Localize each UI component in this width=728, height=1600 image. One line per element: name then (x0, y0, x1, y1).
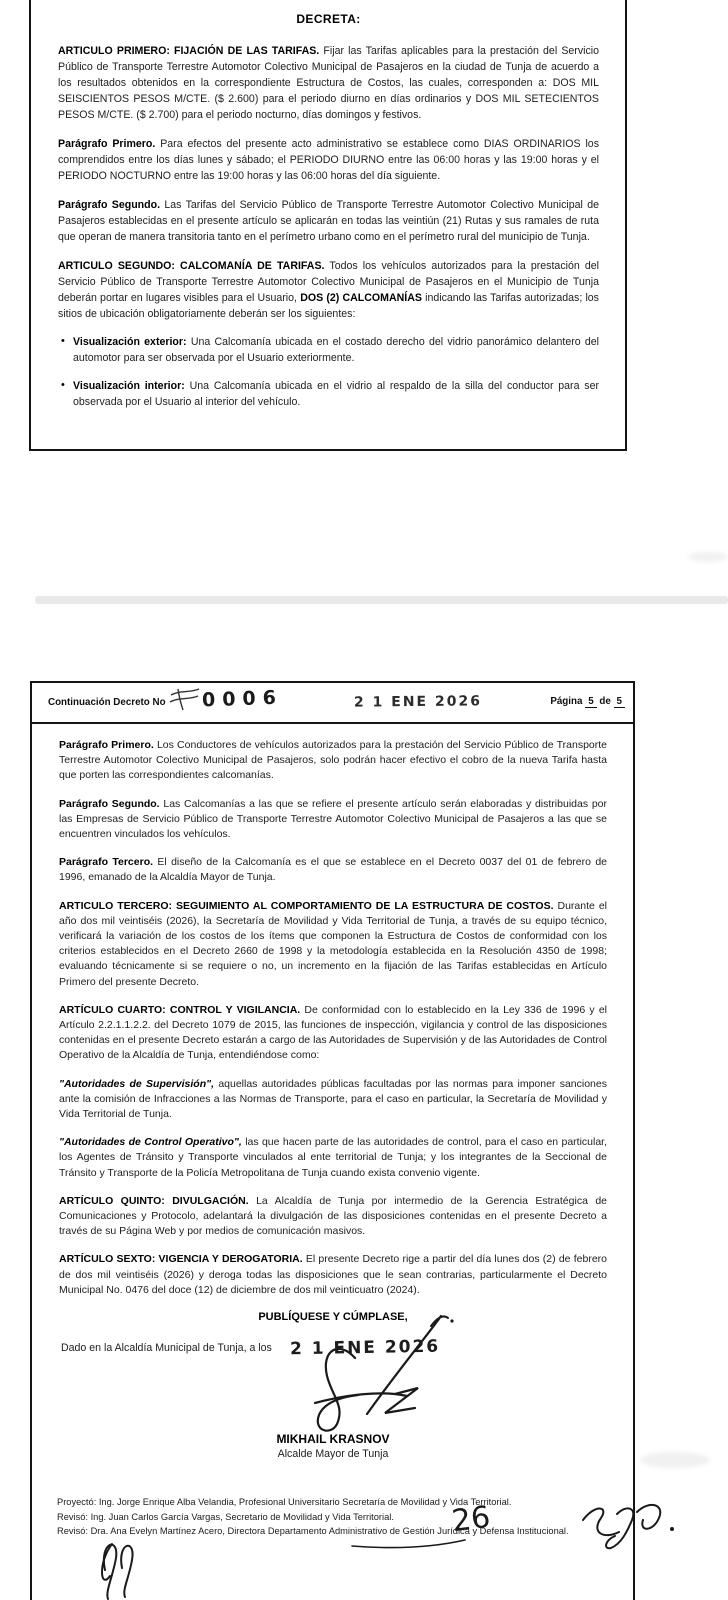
paragrafo-segundo-p2 (59, 797, 607, 843)
scan-smudge (640, 1452, 710, 1468)
bullet-interior-text: Una Calcomanía ubicada en el vidrio al respaldo de la silla del conductor para ser observada por el Usuario al interior del vehículo. (73, 380, 599, 408)
autoridades-control-label: "Autoridades de Control Operativo", (59, 1136, 242, 1149)
continuation-label: Continuación Decreto No (48, 697, 166, 708)
paragrafo-primero-p1-body: Para efectos del presente acto administrativo se establece como DIAS ORDINARIOS los comprendidos entre los días lunes y sábado; el PERIODO DIURNO entre las 06:00 horas y las 19:00 horas y el PERIODO NOCTURNO entre las 19:00 horas y las 06:00 horas del día siguiente. (58, 138, 599, 182)
paragrafo-segundo-p2-body: Las Calcomanías a las que se refiere el presente artículo serán elaboradas y distribuidas por las Empresas de Servicio Público de Transporte Terrestre Automotor Colectivo Municipal de Pasajeros a las que se encuentren vinculados los vehículos. (59, 797, 608, 841)
bullet-interior-label: Visualización interior: (73, 380, 185, 392)
decree-number-stamp: 0006 (201, 686, 284, 712)
page-indicator (550, 696, 625, 707)
articulo-primero (58, 43, 599, 123)
bullet-exterior-text: Una Calcomanía ubicada en el costado derecho del vidrio panorámico delantero del automotor para ser observada por el Usuario exteriormente. (73, 336, 600, 364)
articulo-segundo-body-end: indicando las Tarifas autorizadas; los sitios de ubicación obligatoriamente deberán ser los siguientes: (58, 292, 599, 320)
paragrafo-tercero (59, 855, 607, 885)
signature-block (59, 1432, 607, 1460)
paragrafo-segundo-p1-label: Parágrafo Segundo. (58, 199, 161, 211)
articulo-sexto-title: ARTÍCULO SEXTO: VIGENCIA Y DEROGATORIA. (59, 1253, 303, 1266)
calcomania-bullet-list (60, 335, 599, 410)
articulo-segundo-body-bold: DOS (2) CALCOMANÍAS (300, 292, 422, 304)
credit-line-reviso-1: Revisó: Ing. Juan Carlos García Vargas, Secretario de Movilidad y Vida Territorial. (57, 1511, 394, 1522)
articulo-quinto-title: ARTÍCULO QUINTO: DIVULGACIÓN. (59, 1194, 249, 1207)
articulo-sexto-body: El presente Decreto rige a partir del día lunes dos (2) de febrero de dos mil veintiséis (2026) y deroga todas las disposiciones que le sean contrarias, particularmente el Decreto Municipal No. 0476 del doce (12) de diciembre de dos mil veinticuatro (2024). (59, 1253, 607, 1296)
articulo-tercero-body: Durante el año dos mil veintiséis (2026), la Secretaría de Movilidad y Vida Territorial de Tunja, a través de su equipo técnico, verificará la variación de los costos de los ítems que componen la Estructura de Costos de conformidad con los criterios establecidos en el Decreto 2660 de 1998 y la metodología establecida en la Resolución 4350 de 1998; evaluando técnicamente si se requiere o no, un incremento en la fijación de las Tarifas establecidas en Artículo Primero del presente Decreto. (59, 899, 607, 988)
articulo-segundo (58, 258, 599, 322)
articulo-segundo-title: ARTICULO SEGUNDO: CALCOMANÍA DE TARIFAS. (58, 260, 325, 272)
page-total: 5 (614, 696, 625, 708)
articulo-tercero (59, 899, 607, 990)
signer-title: Alcalde Mayor de Tunja (277, 1448, 389, 1461)
paragrafo-tercero-label: Parágrafo Tercero. (59, 856, 154, 869)
paragrafo-segundo-p1 (58, 197, 599, 245)
paragrafo-tercero-body: El diseño de la Calcomanía es el que se establece en el Decreto 0037 del 01 de febrero de 1996, emanado de la Alcaldía Mayor de Tunja. (59, 856, 608, 884)
issued-text: Dado en la Alcaldía Municipal de Tunja, a los (61, 1342, 272, 1355)
autoridades-control-operativo (59, 1135, 607, 1181)
document-credits (57, 1495, 605, 1539)
handwritten-number-annotation: 26 (450, 1499, 493, 1540)
paragrafo-primero-p2 (59, 738, 607, 784)
scan-smudge (688, 552, 728, 562)
paragrafo-primero-p1-label: Parágrafo Primero. (58, 138, 156, 150)
bullet-visualizacion-exterior (60, 335, 599, 366)
autoridades-supervision-body: aquellas autoridades públicas facultadas por las normas para imponer sanciones ante la comisión de Infracciones a las Normas de Transporte, para el caso en particular, la Secretaría de Movilidad y Vida Territorial de Tunja. (59, 1077, 607, 1121)
mayor-signature (245, 1310, 455, 1436)
articulo-cuarto-title: ARTÍCULO CUARTO: CONTROL Y VIGILANCIA. (59, 1003, 301, 1016)
articulo-primero-title: ARTICULO PRIMERO: FIJACIÓN DE LAS TARIFAS. (58, 45, 320, 57)
autoridades-supervision (59, 1077, 607, 1123)
publiquese-cumplase-line: PUBLÍQUESE Y CÚMPLASE, (258, 1311, 408, 1324)
articulo-cuarto-body: De conformidad con lo establecido en la Ley 336 de 1996 y el Artículo 2.2.1.1.2.2. del Decreto 1079 de 2015, las funciones de inspección, vigilancia y control de las disposiciones contenidas en el presente Decreto estarán a cargo de las Autoridades de Supervisión y de las Autoridades de Control Operativo de la Alcaldía de Tunja, entendiéndose como: (59, 1003, 607, 1062)
articulo-tercero-title: ARTICULO TERCERO: SEGUIMIENTO AL COMPORTAMIENTO DE LA ESTRUCTURA DE COSTOS. (59, 899, 554, 912)
page-2-body (32, 724, 633, 1460)
page-current: 5 (585, 696, 596, 708)
credit-line-reviso-2: Revisó: Dra. Ana Evelyn Martínez Acero, Directora Departamento Administrativo de Gestión Jurídica y Defensa Institucional. (57, 1526, 569, 1537)
articulo-quinto-body: La Alcaldía de Tunja por intermedio de la Gerencia Estratégica de Comunicaciones y Protocolo, adelantará la divulgación de las disposiciones contenidas en el presente Decreto a través de su Página Web y por medios de comunicación masivos. (59, 1194, 608, 1238)
paragrafo-segundo-p2-label: Parágrafo Segundo. (59, 797, 160, 810)
page-2-header (32, 683, 633, 724)
autoridades-supervision-label: "Autoridades de Supervisión", (59, 1077, 215, 1090)
page-1-fragment (29, 0, 627, 451)
articulo-primero-body: Fijar las Tarifas aplicables para la prestación del Servicio Público de Transporte Terrestre Automotor Colectivo Municipal de Pasajeros en la ciudad de Tunja de acuerdo a los resultados obtenidos en la correspondiente Estructura de Costos, las cuales, corresponden a: DOS MIL SEISCIENTOS PESOS M/CTE. ($ 2.600) para el periodo diurno en días ordinarios y DOS MIL SETECIENTOS PESOS M/CTE. ($ 2.700) para el periodo nocturno, días domingos y festivos. (58, 45, 600, 121)
header-date-stamp: 2 1 ENE 2026 (353, 693, 483, 711)
autoridades-control-body: las que hacen parte de las autoridades de control, para el caso en particular, los Agentes de Tránsito y Transporte vinculados al ente territorial de Tunja; y los integrantes de la Seccional de Tránsito y Transporte de la Policía Metropolitana de Tunja cuando exista convenio vigente. (59, 1136, 608, 1179)
issued-row (61, 1338, 607, 1358)
of-word: de (599, 696, 611, 707)
pen-scribble-icon (168, 686, 202, 712)
page-2 (30, 681, 635, 1600)
credit-line-proyecto: Proyectó: Ing. Jorge Enrique Alba Velandia, Profesional Universitario Secretaría de Movilidad y Vida Territorial. (57, 1497, 512, 1507)
articulo-quinto (59, 1194, 607, 1240)
page-word: Página (550, 696, 583, 707)
articulo-segundo-body-start: Todos los vehículos autorizados para la prestación del Servicio Público de Transporte Terrestre Automotor Colectivo Municipal de Pasajeros en el Municipio de Tunja deberán portar en lugares visibles para el Usuario, (58, 260, 599, 304)
page-separator-bar (35, 596, 728, 604)
articulo-sexto (59, 1252, 607, 1298)
bullet-exterior-label: Visualización exterior: (73, 336, 187, 348)
paragrafo-primero-p2-label: Parágrafo Primero. (59, 739, 154, 751)
issued-date-stamp: 2 1 ENE 2026 (289, 1336, 441, 1360)
articulo-cuarto (59, 1003, 607, 1064)
paragrafo-primero-p2-body: Los Conductores de vehículos autorizados para la prestación del Servicio Público de Transporte Terrestre Automotor Colectivo Municipal de Pasajeros, solo podrán hacer efectivo el cobro de la nueva Tarifa hasta que porten las correspondientes calcomanías. (59, 739, 608, 782)
paragrafo-primero-p1 (58, 136, 599, 184)
decreta-heading: DECRETA: (296, 12, 361, 26)
signer-name: MIKHAIL KRASNOV (276, 1432, 390, 1447)
bullet-visualizacion-interior (60, 379, 599, 410)
paragrafo-segundo-p1-body: Las Tarifas del Servicio Público de Transporte Terrestre Automotor Colectivo Municipal de Pasajeros establecidas en el presente artículo se aplicarán en todas las veintiún (21) Rutas y sus ramales de ruta que operan de manera transitoria tanto en el perímetro urbano como en el perímetro rural del municipio de Tunja. (58, 199, 599, 243)
